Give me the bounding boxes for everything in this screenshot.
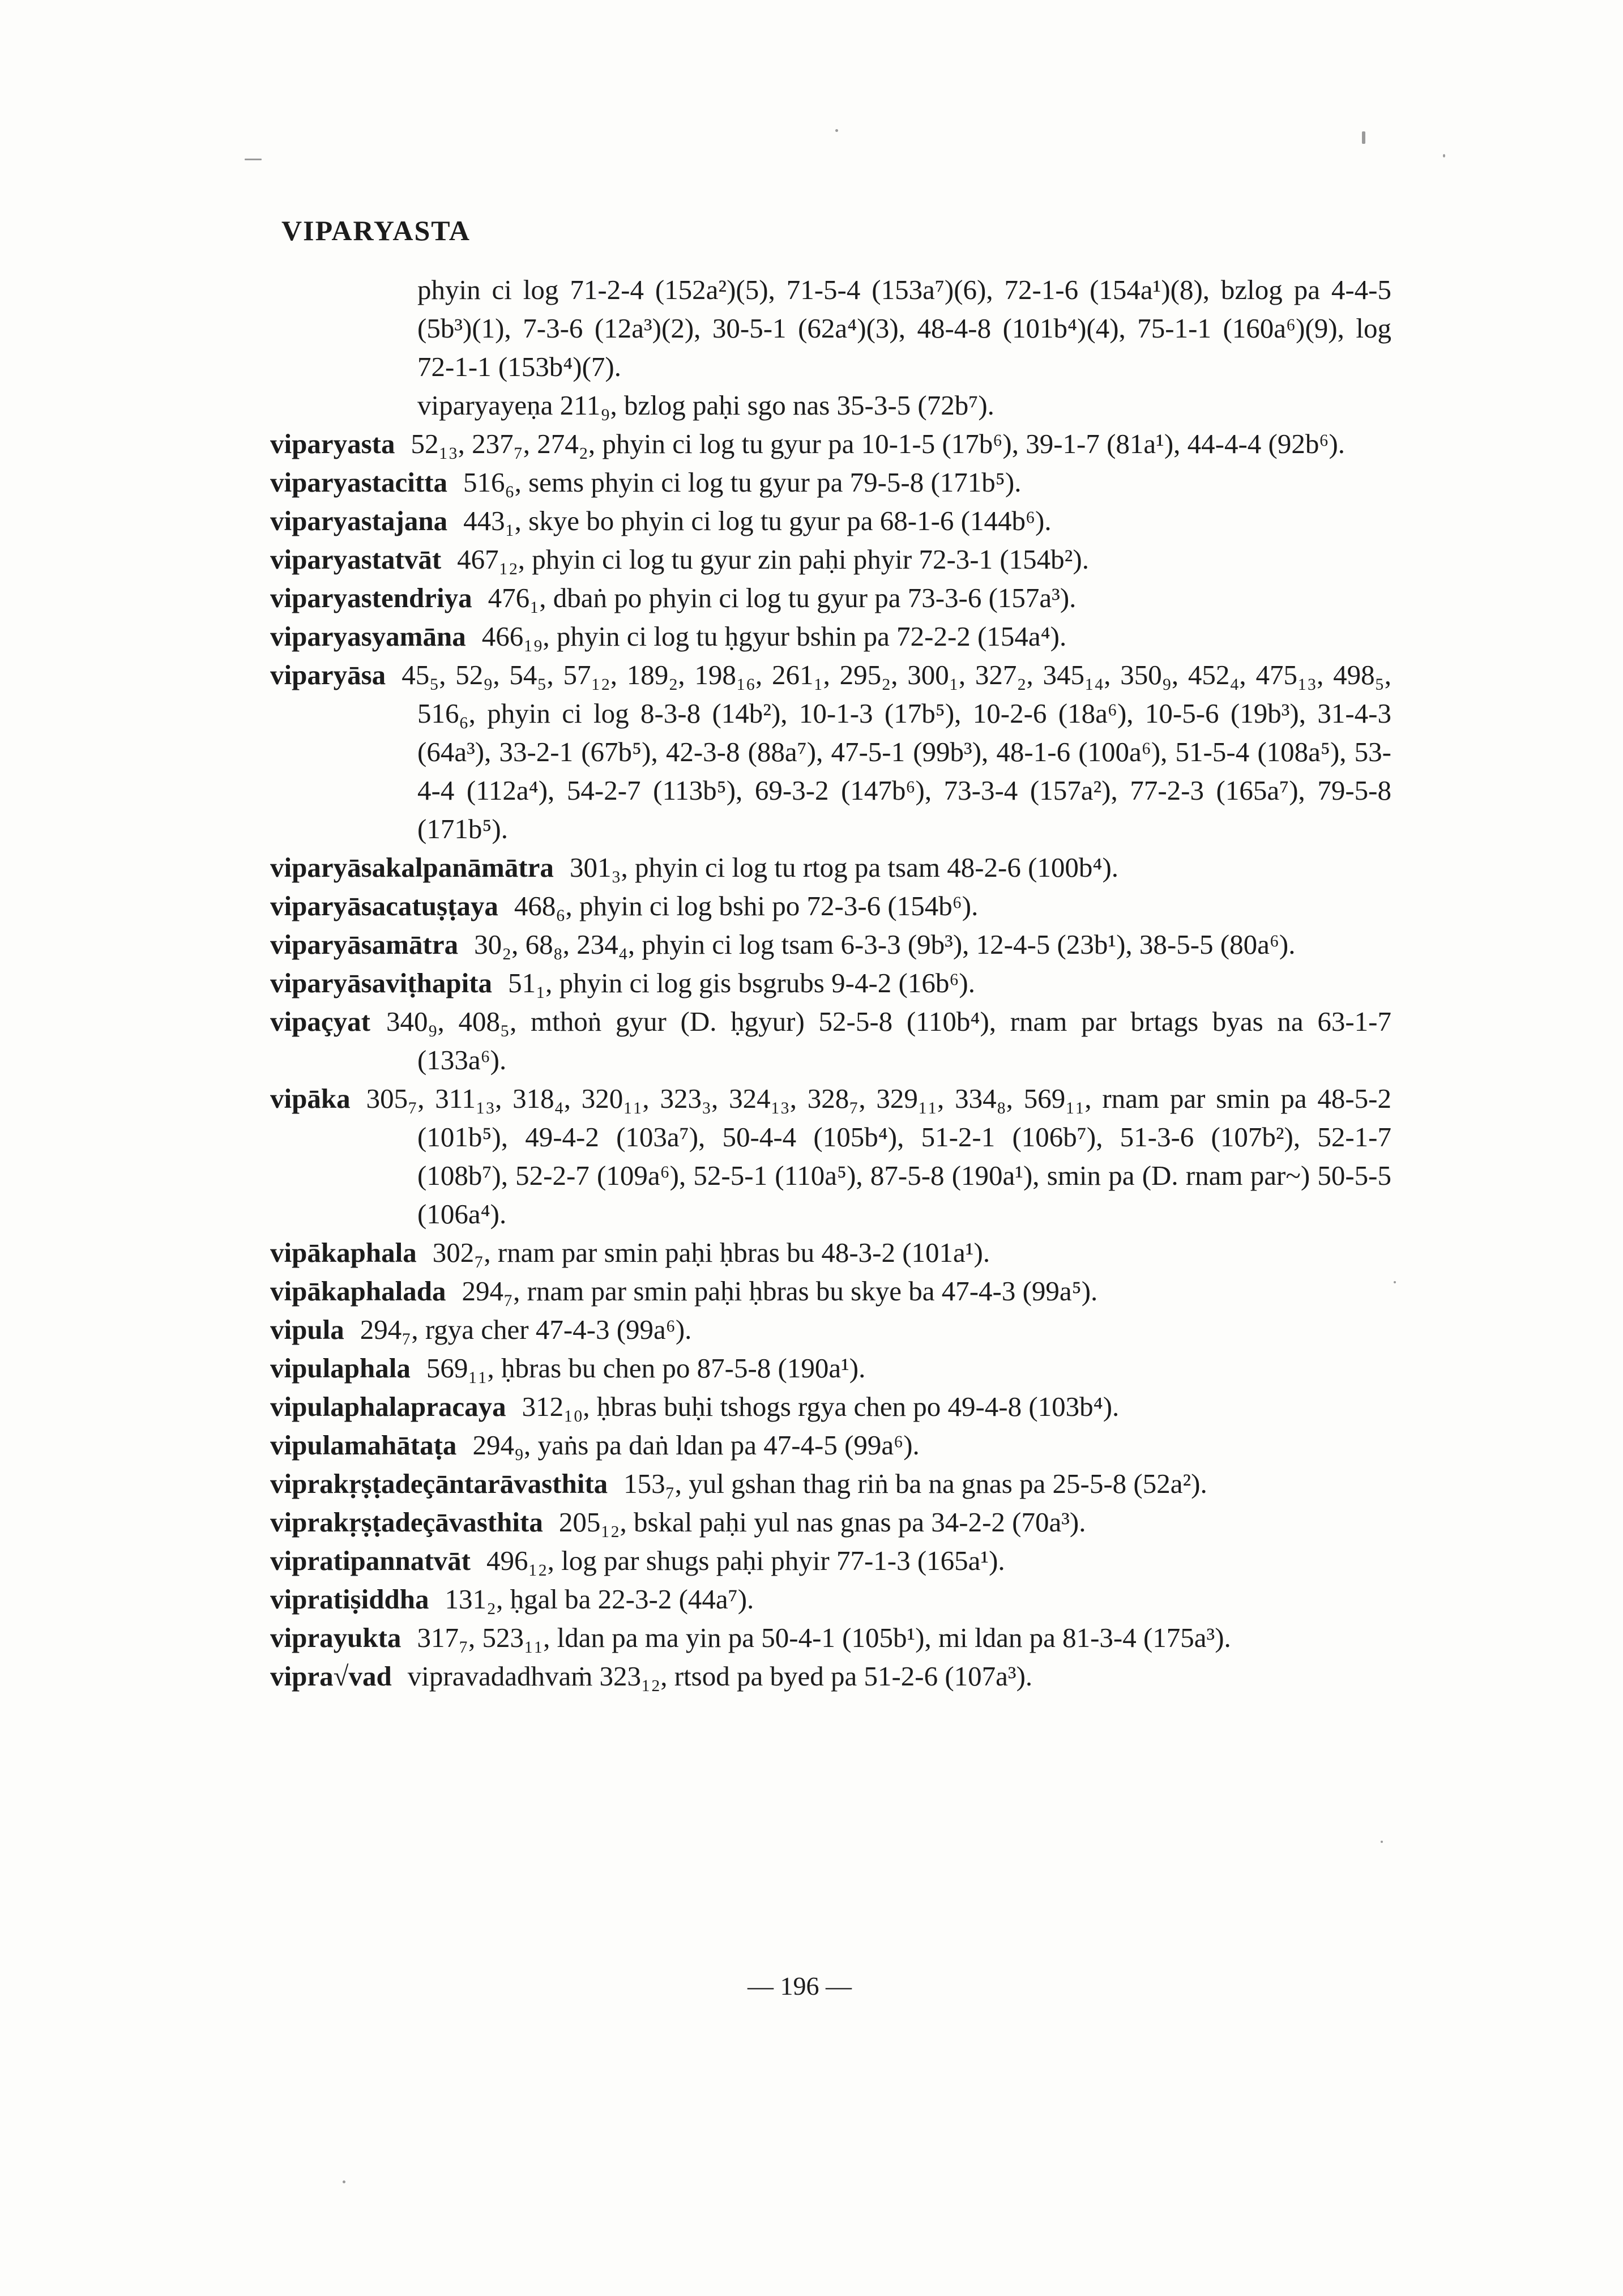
entry-text: 516₆, sems phyin ci log tu gyur pa 79-5-8 (171b⁵).	[463, 467, 1022, 498]
entry-headword: vipulamahātaṭa	[270, 1429, 457, 1461]
entry	[270, 1657, 1391, 1696]
entry-text: 294₇, rnam par smin paḥi ḥbras bu skye ba 47-4-3 (99a⁵).	[462, 1275, 1098, 1307]
scan-speck	[1362, 131, 1365, 144]
entry	[270, 463, 1391, 502]
entry	[270, 1234, 1391, 1272]
entry-text: 52₁₃, 237₇, 274₂, phyin ci log tu gyur pa 10-1-5 (17b⁶), 39-1-7 (81a¹), 44-4-4 (92b⁶).	[411, 428, 1346, 459]
entry	[270, 540, 1391, 579]
entry	[270, 964, 1391, 1002]
entry-text: 312₁₀, ḥbras buḥi tshogs rgya chen po 49-4-8 (103b⁴).	[522, 1391, 1120, 1422]
entry-headword: viparyāsaviṭhapita	[270, 967, 493, 998]
entry-text: 317₇, 523₁₁, ldan pa ma yin pa 50-4-1 (105b¹), mi ldan pa 81-3-4 (175a³).	[417, 1622, 1231, 1653]
entry-headword: viparyāsamātra	[270, 929, 459, 960]
entry-text: 468₆, phyin ci log bshi po 72-3-6 (154b⁶).	[514, 890, 979, 921]
entry-text: 30₂, 68₈, 234₄, phyin ci log tsam 6-3-3 (9b³), 12-4-5 (23b¹), 38-5-5 (80a⁶).	[474, 929, 1296, 960]
entry-text: 302₇, rnam par smin paḥi ḥbras bu 48-3-2 (101a¹).	[432, 1237, 990, 1268]
entry-text: viparyayeṇa 211₉, bzlog paḥi sgo nas 35-3-5 (72b⁷).	[417, 390, 994, 421]
scan-speck	[1381, 1841, 1383, 1843]
entry-headword: viparyāsacatuṣṭaya	[270, 890, 498, 921]
entry	[270, 1272, 1391, 1311]
entry-text: 476₁, dbaṅ po phyin ci log tu gyur pa 73-3-6 (157a³).	[488, 582, 1077, 613]
entry-headword: vipaçyat	[270, 1006, 370, 1037]
entry-text: 205₁₂, bskal paḥi yul nas gnas pa 34-2-2 (70a³).	[558, 1507, 1086, 1538]
entry	[270, 1580, 1391, 1619]
scan-speck	[1443, 154, 1445, 157]
entry	[270, 887, 1391, 925]
entry-list	[270, 271, 1391, 1696]
entry-headword: viprakṛṣṭadeçāvasthita	[270, 1507, 543, 1538]
scan-speck	[1394, 1281, 1396, 1283]
entry-text: 301₃, phyin ci log tu rtog pa tsam 48-2-6 (100b⁴).	[569, 852, 1119, 883]
entry-text: 51₁, phyin ci log gis bsgrubs 9-4-2 (16b⁶).	[508, 967, 975, 998]
entry-text: vipravadadhvaṁ 323₁₂, rtsod pa byed pa 51-2-6 (107a³).	[407, 1661, 1033, 1692]
entry-headword: vipra√vad	[270, 1661, 392, 1692]
entry-text: 294₇, rgya cher 47-4-3 (99a⁶).	[360, 1314, 692, 1345]
entry-headword: viparyāsakalpanāmātra	[270, 852, 554, 883]
entry	[270, 1426, 1391, 1465]
entry-text: 45₅, 52₉, 54₅, 57₁₂, 189₂, 198₁₆, 261₁, 295₂, 300₁, 327₂, 345₁₄, 350₉, 452₄, 475₁₃, 498₅, 516₆, phyin ci log 8-3-8 (14b²), 10-1-3 (17b⁵), 10-2-6 (18a⁶), 10-5-6 (19b³), 31-4-3 (64a³), 33-2-1 (67b⁵), 42-3-8 (88a⁷), 47-5-1 (99b³), 48-1-6 (100a⁶), 51-5-4 (108a⁵), 53-4-4 (112a⁴), 54-2-7 (113b⁵), 69-3-2 (147b⁶), 73-3-4 (157a²), 77-2-3 (165a⁷), 79-5-8 (171b⁵).	[402, 659, 1391, 844]
entry	[270, 848, 1391, 887]
entry-headword: viparyasyamāna	[270, 621, 466, 652]
entry-headword: vipratipannatvāt	[270, 1545, 471, 1576]
entry-headword: viparyastajana	[270, 505, 448, 536]
entry	[270, 502, 1391, 540]
entry	[270, 1002, 1391, 1079]
entry-text: 496₁₂, log par shugs paḥi phyir 77-1-3 (165a¹).	[486, 1545, 1005, 1576]
entry-headword: viprayukta	[270, 1622, 402, 1653]
entry-headword: vipula	[270, 1314, 344, 1345]
scan-speck	[835, 129, 838, 132]
scan-speck	[245, 159, 262, 160]
page-number: — 196 —	[748, 1971, 852, 2000]
entry	[270, 1311, 1391, 1349]
entry-subentry	[270, 386, 1391, 425]
entry	[270, 579, 1391, 617]
entry	[270, 656, 1391, 848]
entry-text: phyin ci log 71-2-4 (152a²)(5), 71-5-4 (153a⁷)(6), 72-1-6 (154a¹)(8), bzlog pa 4-4-5 (5b³)(1), 7-3-6 (12a³)(2), 30-5-1 (62a⁴)(3), 48-4-8 (101b⁴)(4), 75-1-1 (160a⁶)(9), log 72-1-1 (153b⁴)(7).	[417, 274, 1391, 382]
entry-text: 466₁₉, phyin ci log tu ḥgyur bshin pa 72-2-2 (154a⁴).	[481, 621, 1067, 652]
entry	[270, 1619, 1391, 1657]
entry-headword: vipratiṣiddha	[270, 1584, 429, 1615]
entry-headword: viparyastendriya	[270, 582, 472, 613]
entry	[270, 1079, 1391, 1234]
entry-headword: vipulaphalapracaya	[270, 1391, 506, 1422]
entry-text: 305₇, 311₁₃, 318₄, 320₁₁, 323₃, 324₁₃, 328₇, 329₁₁, 334₈, 569₁₁, rnam par smin pa 48-5-2 (101b⁵), 49-4-2 (103a⁷), 50-4-4 (105b⁴), 51-2-1 (106b⁷), 51-3-6 (107b²), 52-1-7 (108b⁷), 52-2-7 (109a⁶), 52-5-1 (110a⁵), 87-5-8 (190a¹), smin pa (D. rnam par~) 50-5-5 (106a⁴).	[366, 1083, 1391, 1230]
entry	[270, 1542, 1391, 1580]
entry	[270, 617, 1391, 656]
entry-text: 443₁, skye bo phyin ci log tu gyur pa 68-1-6 (144b⁶).	[463, 505, 1052, 536]
entry-text: 340₉, 408₅, mthoṅ gyur (D. ḥgyur) 52-5-8 (110b⁴), rnam par brtags byas na 63-1-7 (133a⁶).	[386, 1006, 1391, 1076]
page-heading: VIPARYASTA	[281, 215, 471, 246]
entry-headword: vipāka	[270, 1083, 351, 1114]
entry	[270, 1349, 1391, 1388]
entry-headword: viparyastacitta	[270, 467, 447, 498]
entry	[270, 1465, 1391, 1503]
entry-text: 467₁₂, phyin ci log tu gyur zin paḥi phyir 72-3-1 (154b²).	[457, 544, 1089, 575]
entry-headword: vipākaphala	[270, 1237, 417, 1268]
entry-headword: viprakṛṣṭadeçāntarāvasthita	[270, 1468, 608, 1499]
entry	[270, 1503, 1391, 1542]
entry-text: 294₉, yaṅs pa daṅ ldan pa 47-4-5 (99a⁶).	[472, 1429, 920, 1461]
entry-headword: viparyāsa	[270, 659, 386, 690]
entry-headword: viparyasta	[270, 428, 395, 459]
entry-headword: vipākaphalada	[270, 1275, 446, 1307]
entry	[270, 925, 1391, 964]
scan-speck	[343, 2180, 345, 2183]
entry-text: 153₇, yul gshan thag riṅ ba na gnas pa 25-5-8 (52a²).	[623, 1468, 1207, 1499]
entry-text: 569₁₁, ḥbras bu chen po 87-5-8 (190a¹).	[426, 1352, 866, 1384]
entry-continuation	[270, 271, 1391, 386]
entry	[270, 425, 1391, 463]
entry-text: 131₂, ḥgal ba 22-3-2 (44a⁷).	[445, 1584, 754, 1615]
entry-headword: viparyastatvāt	[270, 544, 442, 575]
entry	[270, 1388, 1391, 1426]
entry-headword: vipulaphala	[270, 1352, 411, 1384]
